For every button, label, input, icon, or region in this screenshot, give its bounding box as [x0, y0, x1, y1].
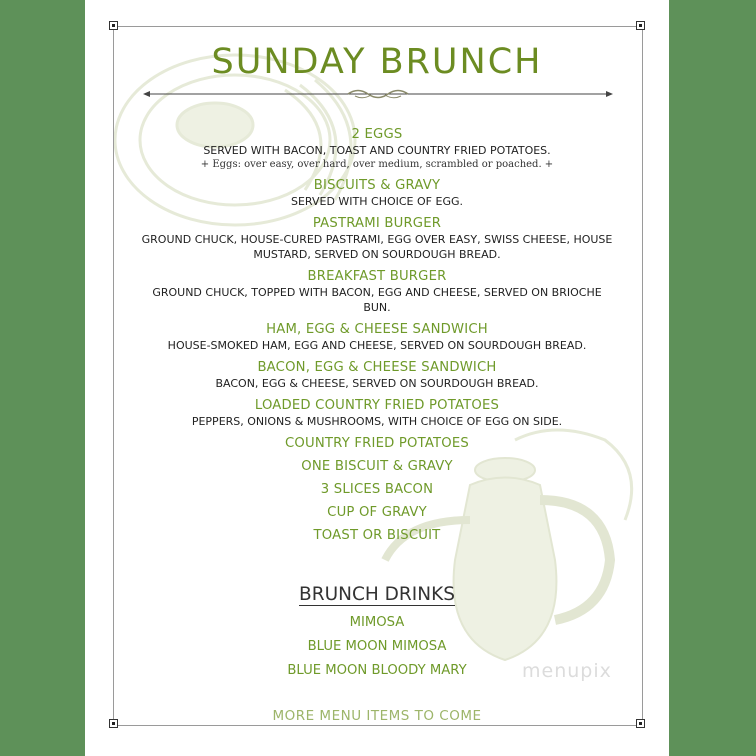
menu-item — [85, 269, 669, 315]
item-note: + Eggs: over easy, over hard, over medium, scrambled or poached. + — [200, 159, 554, 170]
item-description: BACON, EGG & CHEESE, SERVED ON SOURDOUGH BREAD. — [215, 377, 539, 390]
corner-ornament — [636, 21, 645, 30]
menu-item — [85, 216, 669, 262]
footer-note: MORE MENU ITEMS TO COME — [272, 708, 482, 724]
menu-item-simple: CUP OF GRAVY — [327, 505, 427, 520]
item-name: 2 EGGS — [351, 127, 403, 142]
drink-item: BLUE MOON MIMOSA — [307, 639, 447, 654]
watermark: menupix — [522, 660, 612, 682]
drinks-heading-text: BRUNCH DRINKS — [299, 584, 455, 605]
menu-item — [85, 178, 669, 209]
menu-item-simple: ONE BISCUIT & GRAVY — [301, 459, 453, 474]
item-description: GROUND CHUCK, TOPPED WITH BACON, EGG AND CHEESE, SERVED ON BRIOCHE BUN. — [152, 286, 602, 314]
menu-item-simple: 3 SLICES BACON — [320, 482, 434, 497]
menu-item — [85, 127, 669, 171]
item-name: HAM, EGG & CHEESE SANDWICH — [266, 322, 488, 337]
item-name: LOADED COUNTRY FRIED POTATOES — [254, 398, 500, 413]
item-description: GROUND CHUCK, HOUSE-CURED PASTRAMI, EGG OVER EASY, SWISS CHEESE, HOUSE MUSTARD, SERVED ON SOURDOUGH BREAD. — [141, 233, 613, 261]
item-name: BREAKFAST BURGER — [307, 269, 447, 284]
menu-item-simple: TOAST OR BISCUIT — [313, 528, 441, 543]
menu-page — [85, 0, 669, 756]
drinks-heading — [85, 584, 669, 605]
item-description: HOUSE-SMOKED HAM, EGG AND CHEESE, SERVED ON SOURDOUGH BREAD. — [167, 339, 587, 352]
item-name: BACON, EGG & CHEESE SANDWICH — [257, 360, 497, 375]
menu-item — [85, 398, 669, 429]
item-name: BISCUITS & GRAVY — [313, 178, 441, 193]
item-description: PEPPERS, ONIONS & MUSHROOMS, WITH CHOICE OF EGG ON SIDE. — [191, 415, 563, 428]
corner-ornament — [109, 21, 118, 30]
menu-item-simple: COUNTRY FRIED POTATOES — [285, 436, 469, 451]
item-name: PASTRAMI BURGER — [312, 216, 442, 231]
drink-item: BLUE MOON BLOODY MARY — [287, 663, 467, 678]
menu-item — [85, 360, 669, 391]
page-title: SUNDAY BRUNCH — [211, 42, 543, 82]
menu-items — [85, 127, 669, 551]
title-divider-ornament — [143, 86, 613, 102]
drink-item: MIMOSA — [349, 615, 405, 630]
item-description: SERVED WITH BACON, TOAST AND COUNTRY FRIED POTATOES. — [203, 144, 551, 157]
menu-item — [85, 322, 669, 353]
item-description: SERVED WITH CHOICE OF EGG. — [291, 195, 463, 208]
